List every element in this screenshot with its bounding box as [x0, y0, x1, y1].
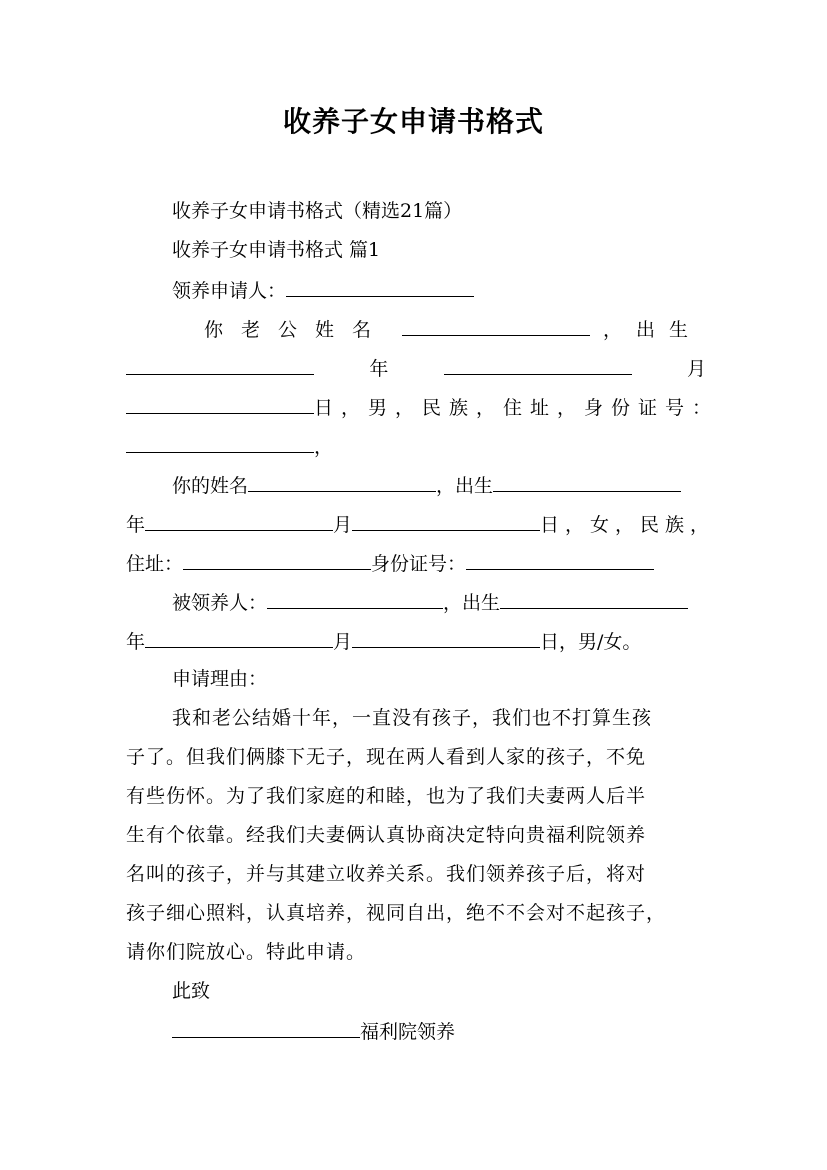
- document-subtitle: 收养子女申请书格式（精选21篇）: [172, 200, 463, 222]
- husband-id-blank[interactable]: [126, 433, 314, 453]
- reason-line: 我和老公结婚十年，一直没有孩子，我们也不打算生孩: [172, 707, 653, 729]
- wife-birth-blank[interactable]: [493, 472, 681, 492]
- husband-name-line: [204, 316, 702, 342]
- husband-name-blank[interactable]: [402, 316, 590, 336]
- wife-address-blank[interactable]: [183, 550, 371, 570]
- adoptee-detail-text: 日，男/女。: [540, 631, 642, 653]
- wife-name-label: 你的姓名: [172, 475, 249, 497]
- wife-name-line: [172, 472, 706, 498]
- husband-id-line: [126, 433, 706, 459]
- adoptee-month-label: 月: [333, 631, 353, 653]
- wife-id-label: 身份证号：: [371, 553, 467, 575]
- adoptee-year-label: 年: [126, 631, 146, 653]
- applicant-line: [172, 277, 752, 303]
- section-heading: 收养子女申请书格式 篇1: [172, 239, 381, 261]
- closing-text: 此致: [172, 980, 211, 1002]
- wife-year-label: 年: [126, 514, 146, 536]
- reason-line: 请你们院放心。特此申请。: [126, 941, 367, 963]
- husband-detail-text: 日，男，民族，住址，身份证号：: [314, 397, 720, 419]
- reason-label: 申请理由：: [172, 668, 268, 690]
- adoptee-line: [172, 589, 706, 615]
- document-title: 收养子女申请书格式: [282, 105, 544, 138]
- adoptee-birth-label: ，出生: [443, 592, 501, 614]
- husband-year-label: 年: [369, 358, 389, 380]
- reason-line: 生有个依靠。经我们夫妻俩认真协商决定特向贵福利院领养: [126, 824, 647, 846]
- husband-detail-line: [126, 394, 720, 420]
- recipient-blank[interactable]: [172, 1018, 360, 1038]
- husband-birth-label: ，出生: [602, 319, 702, 341]
- wife-address-label: 住址：: [126, 553, 184, 575]
- husband-year-blank[interactable]: [126, 355, 314, 375]
- wife-detail-text: 日，女，民族，: [540, 514, 716, 536]
- reason-line: 子了。但我们俩膝下无子，现在两人看到人家的孩子，不免: [126, 746, 647, 768]
- husband-name-label: 你老公姓名: [204, 319, 390, 341]
- wife-name-blank[interactable]: [248, 472, 436, 492]
- wife-month-label: 月: [333, 514, 353, 536]
- adoptee-month-blank[interactable]: [352, 628, 540, 648]
- adoptee-year-blank[interactable]: [145, 628, 333, 648]
- husband-end-text: ，: [314, 436, 334, 458]
- applicant-blank[interactable]: [286, 277, 474, 297]
- wife-year-blank[interactable]: [145, 511, 333, 531]
- applicant-label: 领养申请人：: [172, 280, 287, 302]
- adoptee-label: 被领养人：: [172, 592, 268, 614]
- wife-date-line: [126, 511, 716, 537]
- recipient-text: 福利院领养: [360, 1021, 456, 1043]
- wife-id-blank[interactable]: [466, 550, 654, 570]
- wife-address-line: [126, 550, 706, 576]
- husband-month-label: 月: [686, 358, 706, 380]
- reason-line: 孩子细心照料，认真培养，视同自出，绝不不会对不起孩子，: [126, 902, 667, 924]
- wife-month-blank[interactable]: [352, 511, 540, 531]
- recipient-line: [172, 1018, 752, 1044]
- adoptee-birth-blank[interactable]: [500, 589, 688, 609]
- husband-day-blank[interactable]: [126, 394, 314, 414]
- reason-line: 有些伤怀。为了我们家庭的和睦，也为了我们夫妻两人后半: [126, 785, 647, 807]
- husband-month-blank[interactable]: [444, 355, 632, 375]
- wife-birth-label: ，出生: [436, 475, 494, 497]
- husband-date-line: [126, 355, 706, 381]
- adoptee-name-blank[interactable]: [267, 589, 443, 609]
- adoptee-date-line: [126, 628, 706, 654]
- reason-line: 名叫的孩子，并与其建立收养关系。我们领养孩子后，将对: [126, 863, 647, 885]
